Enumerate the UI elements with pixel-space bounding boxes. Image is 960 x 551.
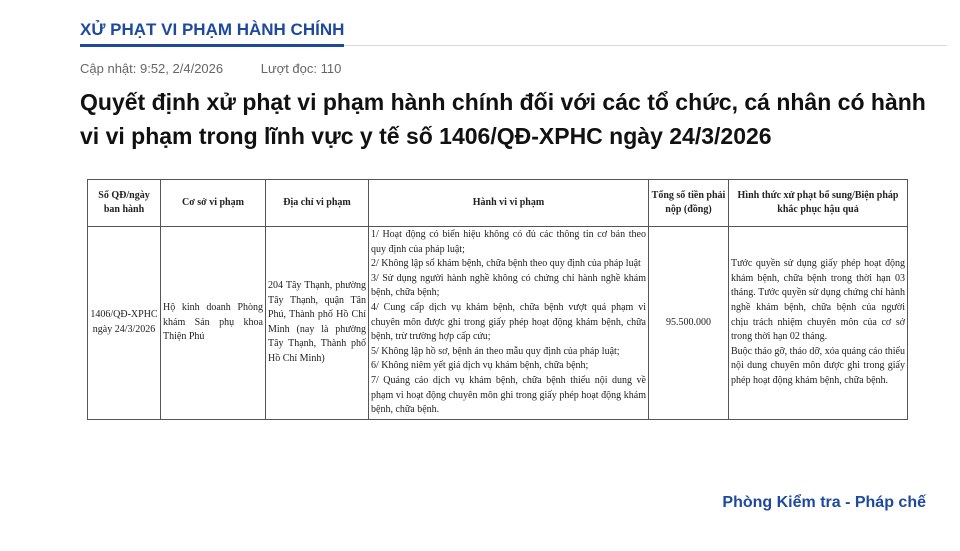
section-title[interactable]: XỬ PHẠT VI PHẠM HÀNH CHÍNH: [80, 20, 344, 47]
violation-item: 4/ Cung cấp dịch vụ khám bệnh, chữa bệnh vượt quá phạm vi chuyên môn được ghi trong giấy phép hoạt động khám bệnh, chữa bệnh, trừ trường hợp cấp cứu;: [371, 301, 646, 343]
violation-item: 1/ Hoạt động có biển hiệu không có đủ các thông tin cơ bản theo quy định của pháp luật;: [371, 229, 646, 255]
article-headline: Quyết định xử phạt vi phạm hành chính đối với các tổ chức, cá nhân có hành vi vi phạm trong lĩnh vực y tế số 1406/QĐ-XPHC ngày 24/3/2026: [80, 89, 926, 149]
violation-item: 2/ Không lập sổ khám bệnh, chữa bệnh theo quy định của pháp luật: [371, 258, 641, 270]
violation-item: 3/ Sử dụng người hành nghề không có chứng chỉ hành nghề khám bệnh, chữa bệnh;: [371, 272, 646, 299]
cell-address: 204 Tây Thạnh, phường Tây Thạnh, quận Tân Phú, Thành phố Hồ Chí Minh (nay là phường Tây Thạnh, Thành phố Hồ Chí Minh): [266, 227, 369, 420]
header-violations: Hành vi vi phạm: [369, 180, 649, 227]
cell-violations: [369, 227, 649, 420]
section-header: [80, 0, 947, 46]
updated-time: Cập nhật: 9:52, 2/4/2026: [80, 61, 224, 76]
penalty-table: [87, 179, 908, 420]
table-row: [88, 227, 908, 420]
penalty-item: Buộc tháo gỡ, tháo dỡ, xóa quảng cáo thiếu nội dung chuyên môn được ghi trong giấy phép hoạt động khám bệnh, chữa bệnh.: [731, 345, 905, 386]
header-facility: Cơ sở vi phạm: [161, 180, 266, 227]
cell-total: 95.500.000: [649, 227, 729, 420]
penalty-item: Tước quyền sử dụng giấy phép hoạt động khám bệnh, chữa bệnh trong thời hạn 03 tháng. Tước quyền sử dụng chứng chỉ hành nghề khám bệnh, chữa bệnh của người chịu trách nhiệm chuyên môn của cơ sở trong thời hạn 02 tháng.: [731, 258, 905, 343]
cell-penalties: [729, 227, 908, 420]
header-total: Tổng số tiền phải nộp (đồng): [649, 180, 729, 227]
view-count: Lượt đọc: 110: [260, 61, 342, 76]
header-penalties: Hình thức xử phạt bổ sung/Biện pháp khắc phục hậu quả: [729, 180, 908, 227]
cell-facility: Hộ kinh doanh Phòng khám Sản phụ khoa Thiện Phú: [161, 227, 266, 420]
cell-decision: 1406/QĐ-XPHC ngày 24/3/2026: [88, 227, 161, 420]
violation-item: 7/ Quảng cáo dịch vụ khám bệnh, chữa bệnh thiếu nội dung về phạm vi hoạt động chuyên môn ghi trong giấy phép hoạt động khám bệnh, chữa bệnh.: [371, 374, 646, 416]
header-address: Địa chỉ vi phạm: [266, 180, 369, 227]
violation-item: 5/ Không lập hồ sơ, bệnh án theo mẫu quy định của pháp luật;: [371, 345, 620, 357]
violation-item: 6/ Không niêm yết giá dịch vụ khám bệnh, chữa bệnh;: [371, 360, 589, 372]
table-header-row: [88, 180, 908, 227]
header-decision: Số QĐ/ngày ban hành: [88, 180, 161, 227]
author-signature: Phòng Kiểm tra - Pháp chế: [722, 494, 926, 511]
article-meta: [80, 61, 341, 76]
